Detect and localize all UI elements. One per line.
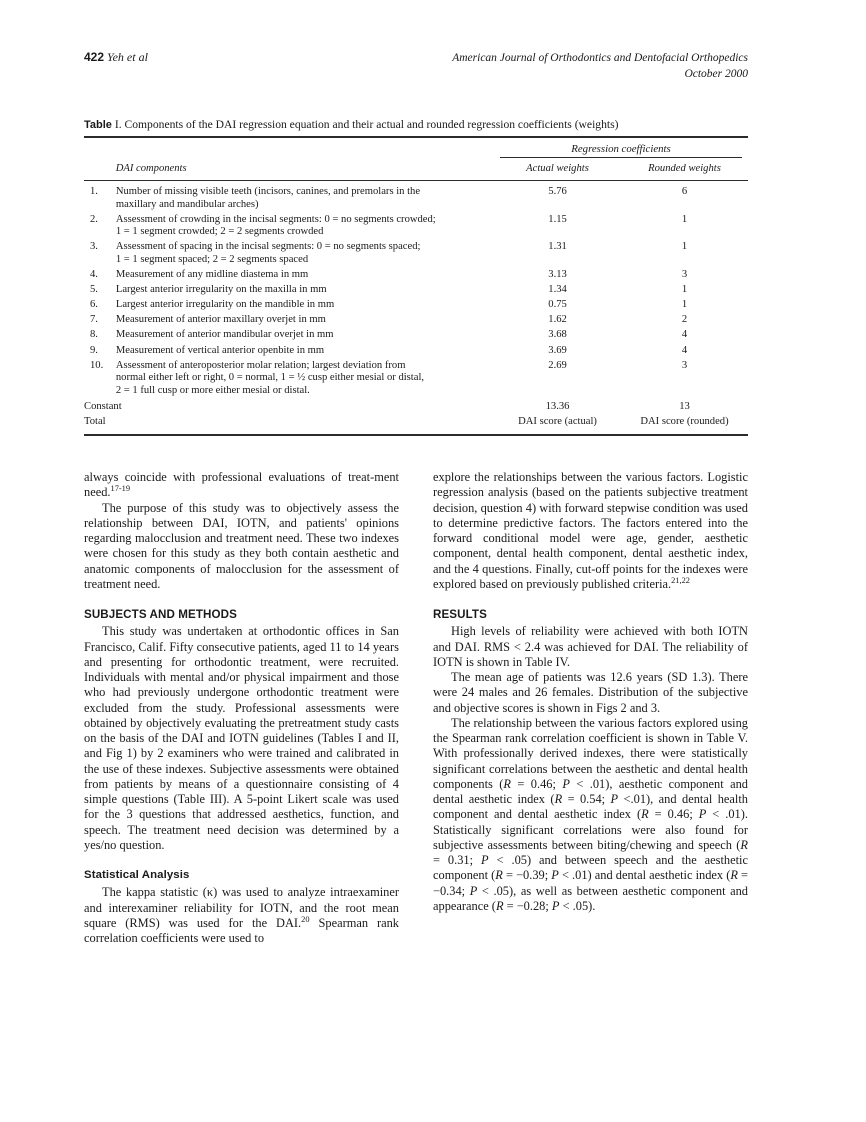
correlation-text: <.01), and dental health component and dental aesthetic index ( <box>433 792 748 822</box>
row-description-line: Largest anterior irregularity on the maxilla in mm <box>115 284 327 296</box>
row-description <box>116 267 494 282</box>
row-description-line: 2 = 1 full cusp or more either mesial or distal. <box>115 384 310 396</box>
page-number: 422 <box>84 50 105 64</box>
statistic-symbol: R <box>503 776 511 791</box>
table-bottom-rule <box>84 434 748 436</box>
row-number: 9. <box>90 344 98 356</box>
running-head <box>84 50 748 90</box>
statistical-text-a: The kappa statistic (κ) was used to analyze intraexaminer and interexaminer reliability for IOTN, and the root mean square (RMS) was used for the DAI. <box>84 885 399 930</box>
correlation-text: = 0.31; <box>433 853 482 867</box>
row-description-line: Measurement of vertical anterior openbite in mm <box>115 344 325 356</box>
row-actual-weight: 3.69 <box>548 344 567 356</box>
row-rounded-weight: 3 <box>681 269 688 281</box>
row-actual-weight: 1.62 <box>548 314 567 326</box>
right-text-column <box>433 470 748 914</box>
correlation-text: < .01), aesthetic component and dental aesthetic index ( <box>433 776 748 806</box>
statistic-symbol: P <box>481 853 489 867</box>
row-rounded-weight: 1 <box>681 241 688 253</box>
correlation-text: = 0.54; <box>562 792 611 806</box>
row-rounded-weight: 3 <box>681 359 688 371</box>
table-body <box>84 181 748 397</box>
table-number: I. <box>114 118 122 131</box>
reference-superscript: 17-19 <box>110 484 131 494</box>
correlation-text: = −0.39; <box>502 868 552 883</box>
statistic-symbol: P <box>698 807 707 822</box>
row-actual-weight: 3.13 <box>548 269 567 281</box>
statistic-symbol: P <box>562 776 570 791</box>
correlation-text: < .01) and dental aesthetic index ( <box>558 868 731 883</box>
correlation-text: The relationship between the various factors explored using the Spearman rank correlation coefficient is shown in Table V. With professionally derived indexes, there were statistically significant correlations between the aesthetic and dental health components ( <box>433 715 748 791</box>
row-description <box>116 181 494 211</box>
statistic-symbol: R <box>730 868 738 883</box>
row-description-line: maxillary and mandibular arches) <box>115 198 259 210</box>
table-footer <box>84 397 748 433</box>
footer-label: Constant <box>84 401 122 413</box>
running-head-right <box>452 50 748 82</box>
row-actual-weight: 1.31 <box>548 241 567 253</box>
footer-rounded-weight: 13 <box>679 401 690 413</box>
column-header-rounded-weights: Rounded weights <box>648 163 721 174</box>
table-row <box>84 181 748 211</box>
row-description <box>116 239 494 267</box>
heading-results: RESULTS <box>433 608 487 621</box>
row-actual-weight: 0.75 <box>548 299 567 311</box>
table-row <box>84 282 748 297</box>
row-rounded-weight: 1 <box>681 284 688 296</box>
row-rounded-weight: 4 <box>681 329 688 341</box>
statistic-symbol: P <box>551 898 560 913</box>
group-spacer-desc <box>116 138 494 157</box>
header-spacer-num <box>84 158 116 180</box>
running-head-authors: Yeh et al <box>107 50 148 64</box>
row-number: 4. <box>90 269 98 281</box>
heading-subjects-and-methods: SUBJECTS AND METHODS <box>84 608 237 621</box>
row-description <box>116 282 494 297</box>
column-header-components: DAI components <box>115 163 187 174</box>
table-head <box>84 138 748 180</box>
correlation-text: < .05), as well as between aesthetic component and appearance ( <box>433 883 749 913</box>
row-description-line: Assessment of crowding in the incisal segments: 0 = no segments crowded; <box>115 213 436 225</box>
reference-superscript: 21,22 <box>671 575 690 585</box>
continued-text: explore the relationships between the various factors. Logistic regression analysis (based on the patients subjective treatment decision, question 4) with forward stepwise condition was used to determine predictive factors. The factors entered into the forward conditional model were age, gender, aesthetic component, dental health component, dental aesthetic index, and the 4 questions. Finally, cut-off points for the indexes were explored based on previously published criteria. <box>433 470 748 591</box>
footer-label: Total <box>84 416 106 427</box>
dai-regression-body <box>84 181 748 434</box>
statistical-text-b: Spearman rank correlation coefficients were used to <box>84 915 399 945</box>
journal-title: American Journal of Orthodontics and Dentofacial Orthopedics <box>452 52 748 64</box>
statistic-symbol: R <box>554 792 563 806</box>
table-row <box>84 297 748 312</box>
paragraph-results-correlations <box>433 716 748 914</box>
row-description <box>116 211 494 239</box>
paragraph-purpose: The purpose of this study was to objectively assess the relationship between DAI, IOTN, and patients' opinions regarding malocclusion and treatment need. These two indexes were chosen for this study as they both contain aesthetic and anatomic components of malocclusion for the assessment of treatment need. <box>84 500 399 591</box>
row-description-line: 1 = 1 segment spaced; 2 = 2 segments spaced <box>115 253 309 265</box>
column-header-actual-weights: Actual weights <box>526 163 589 174</box>
footer-actual-weight: 13.36 <box>545 401 570 413</box>
statistic-symbol: R <box>740 837 748 852</box>
row-description-line: 1 = 1 segment crowded; 2 = 2 segments crowded <box>115 226 324 238</box>
row-description <box>116 312 494 327</box>
row-description <box>116 357 494 397</box>
table-footer-row <box>84 397 748 414</box>
statistic-symbol: R <box>495 898 504 913</box>
issue-date: October 2000 <box>684 68 748 80</box>
table-row <box>84 211 748 239</box>
footer-actual-weight: DAI score (actual) <box>518 416 597 427</box>
row-rounded-weight: 1 <box>681 213 688 225</box>
running-head-left <box>84 50 148 65</box>
row-description <box>116 342 494 357</box>
row-rounded-weight: 6 <box>681 186 688 197</box>
left-text-column <box>84 470 399 946</box>
row-number: 6. <box>90 299 98 311</box>
row-rounded-weight: 4 <box>681 344 688 356</box>
table-caption <box>84 118 748 132</box>
row-number: 7. <box>90 314 98 326</box>
table-row <box>84 357 748 397</box>
row-description-line: Measurement of anterior maxillary overjet in mm <box>115 314 326 326</box>
row-number: 2. <box>90 213 98 225</box>
correlation-text: = −0.34; <box>433 868 748 898</box>
row-rounded-weight: 2 <box>681 314 688 326</box>
continued-text-b: ment need. <box>84 470 399 500</box>
row-actual-weight: 3.68 <box>548 329 567 341</box>
row-description-line: Largest anterior irregularity on the mandible in mm <box>115 299 335 311</box>
correlation-text: = 0.46; <box>511 776 563 791</box>
heading-statistical-analysis: Statistical Analysis <box>84 869 190 881</box>
table-row <box>84 312 748 327</box>
row-description-line: Assessment of spacing in the incisal segments: 0 = no segments spaced; <box>115 241 421 253</box>
row-number: 3. <box>90 241 98 253</box>
correlation-text: < .05). <box>559 898 596 913</box>
paragraph-continued <box>433 470 748 592</box>
row-description-line: normal either left or right, 0 = normal, 1 = ½ cusp either mesial or distal, <box>115 372 425 384</box>
row-actual-weight: 2.69 <box>548 359 567 371</box>
table-head-columns-row <box>84 158 748 180</box>
reference-superscript: 20 <box>301 914 310 924</box>
row-actual-weight: 1.34 <box>548 284 567 296</box>
row-number: 10. <box>90 359 104 371</box>
correlation-text: < .01). Statistically significant correlations were also found for subjective assessments between biting/chewing and speech ( <box>433 807 748 852</box>
table-block <box>84 118 748 436</box>
continued-text-a: always coincide with professional evaluations of treat- <box>84 470 375 484</box>
paragraph-continued <box>84 470 399 501</box>
table-row <box>84 239 748 267</box>
statistic-symbol: P <box>551 868 559 883</box>
row-rounded-weight: 1 <box>681 299 688 311</box>
row-number: 1. <box>90 186 98 197</box>
statistic-symbol: P <box>469 883 478 898</box>
group-spacer-num <box>84 138 116 157</box>
table-head-group-row <box>84 138 748 157</box>
row-description-line: Measurement of anterior mandibular overjet in mm <box>115 329 334 341</box>
statistic-symbol: R <box>641 807 649 822</box>
paragraph-results-reliability: High levels of reliability were achieved with both IOTN and DAI. RMS < 2.4 was achieved for DAI. The reliability of IOTN is shown in Table IV. <box>433 624 748 669</box>
table-row <box>84 327 748 342</box>
dai-regression-table <box>84 138 748 180</box>
row-description <box>116 327 494 342</box>
table-label: Table <box>84 119 112 131</box>
row-description-line: Assessment of anteroposterior molar relation; largest deviation from <box>115 359 406 371</box>
row-number: 8. <box>90 329 98 341</box>
column-group-regression-coefficients: Regression coefficients <box>571 143 671 155</box>
statistic-symbol: P <box>610 792 619 806</box>
correlation-text: < .05) and between speech and the aesthetic component ( <box>433 853 749 883</box>
table-footer-row <box>84 414 748 434</box>
table-row <box>84 267 748 282</box>
statistic-symbol: R <box>495 868 503 883</box>
paragraph-results-demographics: The mean age of patients was 12.6 years (SD 1.3). There were 24 males and 26 females. Distribution of the subjective and objective scores is shown in Figs 2 and 3. <box>433 670 748 715</box>
row-actual-weight: 5.76 <box>548 186 567 197</box>
paragraph-statistical <box>84 885 399 946</box>
row-description-line: Measurement of any midline diastema in mm <box>115 269 309 281</box>
row-actual-weight: 1.15 <box>548 213 567 225</box>
table-row <box>84 342 748 357</box>
row-description-line: Number of missing visible teeth (incisors, canines, and premolars in the <box>115 186 421 197</box>
footer-rounded-weight: DAI score (rounded) <box>640 416 729 427</box>
row-number: 5. <box>90 284 98 296</box>
row-description <box>116 297 494 312</box>
correlation-text: = 0.46; <box>648 807 699 822</box>
paragraph-subjects: This study was undertaken at orthodontic offices in San Francisco, Calif. Fifty consecutive patients, aged 11 to 14 years and presenting for orthodontic treatment, were recruited. Individuals with mental and/or physical impairment and those who had previously undergone orthodontic treatment were excluded from the study. Professional assessments were obtained by objectively evaluating the pretreatment study casts on the basis of the DAI and IOTN guidelines (Tables I and II, and Fig 1) by 2 examiners who were trained and calibrated in the use of these indexes. Subjective assessments were obtained from patients by means of a questionnaire consisting of 4 simple questions (Table III). A 5-point Likert scale was used for the 3 questions that addressed aesthetics, function, and speech. The treatment need decision was determined by a yes/no question. <box>84 624 399 852</box>
correlation-text: = −0.28; <box>503 898 552 913</box>
table-caption-text: Components of the DAI regression equation and their actual and rounded regression coefficients (weights) <box>124 118 619 131</box>
